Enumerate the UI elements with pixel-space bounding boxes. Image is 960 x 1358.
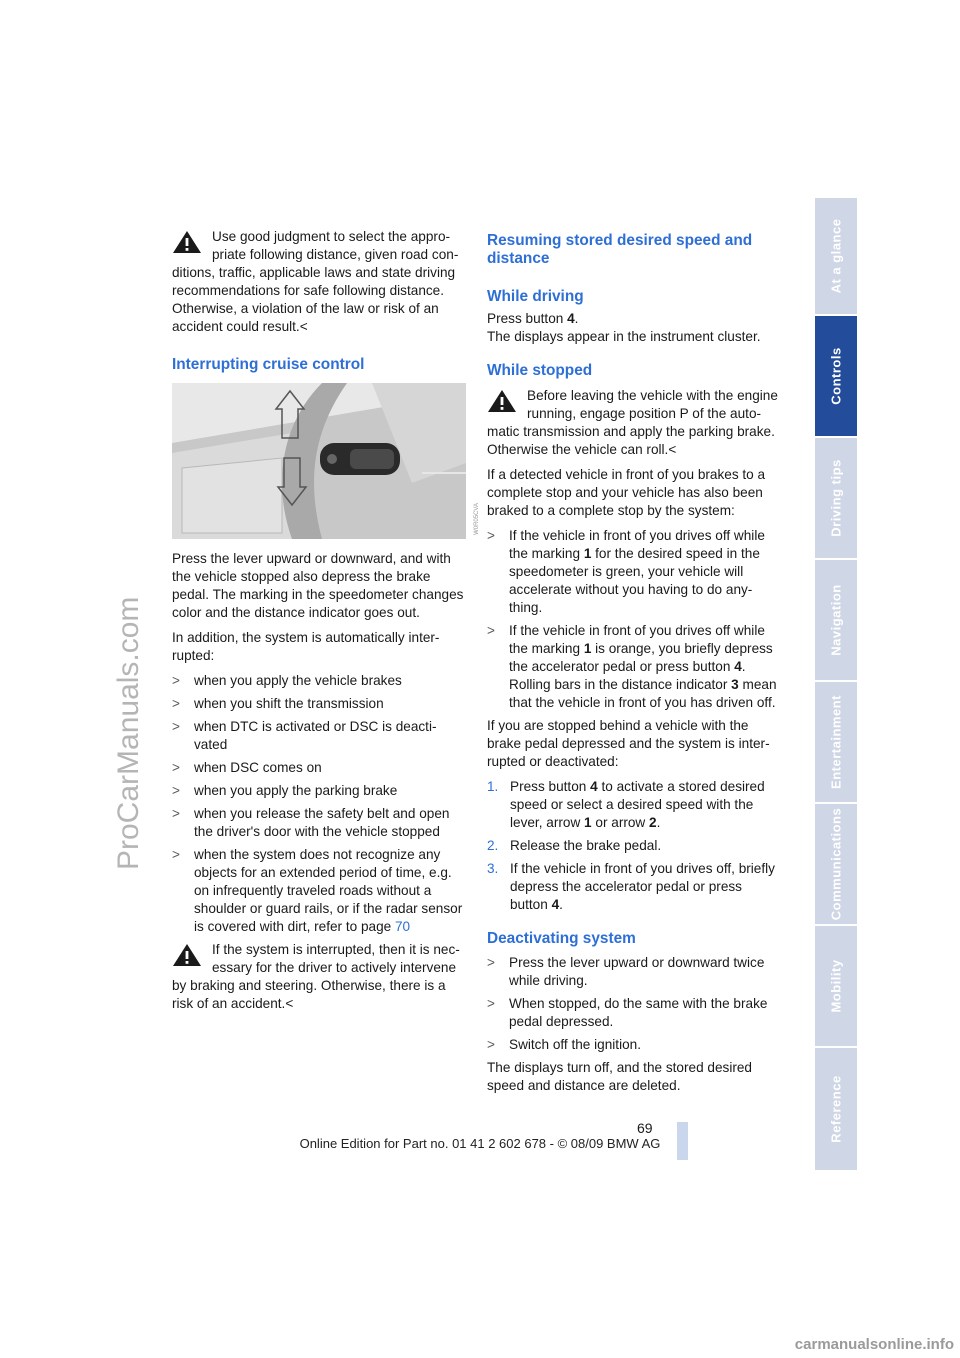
deactivate-list [487, 954, 781, 1054]
list-item: > If the vehicle in front of you drives off while the marking 1 for the desired speed in the speedometer is green, your vehicle will accelerate without you having to do any-thing. [487, 528, 765, 615]
steps-list [487, 778, 781, 914]
footer-text: Online Edition for Part no. 01 41 2 602 678 - © 08/09 BMW AG [299, 1136, 661, 1151]
tab-navigation[interactable]: Navigation [815, 560, 857, 682]
list-item: > when you apply the parking brake [172, 783, 398, 798]
warning-text-1: Use good judgment to select the appro-priate following distance, given road con-ditions, traffic, applicable laws and state driving recommendations for safe following distance. Otherwise, a violation of the law or risk of an accident could result.< [172, 229, 459, 334]
cruise-lever-illustration [172, 383, 466, 539]
heading-deactivating: Deactivating system [487, 930, 636, 947]
tab-controls[interactable]: Controls [815, 316, 857, 438]
list-item: > when you release the safety belt and open the driver's door with the vehicle stopped [172, 806, 450, 839]
list-item: > when you shift the transmission [172, 696, 384, 711]
warning-triangle-icon [487, 389, 517, 413]
left-column [172, 228, 480, 1020]
heading-while-stopped: While stopped [487, 362, 593, 379]
tab-mobility[interactable]: Mobility [815, 926, 857, 1048]
page-number: 69 [637, 1120, 653, 1136]
step-item: 1. Press button 4 to activate a stored desired speed or select a desired speed with the lever, arrow 1 or arrow 2. [487, 779, 765, 830]
warning-triangle-icon [172, 230, 202, 254]
cruise-lever-figure [172, 383, 480, 539]
step-item: 2. Release the brake pedal. [487, 838, 662, 853]
tab-driving-tips[interactable]: Driving tips [815, 438, 857, 560]
list-item: > Switch off the ignition. [487, 1037, 641, 1052]
para-in-addition: In addition, the system is automatically inter-rupted: [172, 630, 440, 663]
warning-block-1 [172, 228, 466, 336]
para-detected-vehicle: If a detected vehicle in front of you brakes to a complete stop and your vehicle has also been braked to a complete stop by the system: [487, 467, 766, 518]
tab-communications[interactable]: Communications [815, 804, 857, 926]
list-item: > when DTC is activated or DSC is deacti-vated [172, 719, 437, 752]
heading-resuming: Resuming stored desired speed and distance [487, 232, 753, 267]
list-item: > Press the lever upward or downward twice while driving. [487, 955, 765, 988]
para-stopped-behind: If you are stopped behind a vehicle with the brake pedal depressed and the system is inter-rupted or deactivated: [487, 718, 770, 769]
warning-triangle-icon [172, 943, 202, 967]
chapter-tabs [815, 198, 857, 1172]
figure-code: W0R05CVA [474, 503, 480, 535]
list-item: > when DSC comes on [172, 760, 322, 775]
bottom-watermark: carmanualsonline.info [794, 1336, 954, 1353]
para-displays: The displays appear in the instrument cluster. [487, 329, 761, 344]
tab-entertainment[interactable]: Entertainment [815, 682, 857, 804]
heading-while-driving: While driving [487, 288, 584, 305]
page-ref-link[interactable]: 70 [394, 919, 411, 934]
warning-text-2: If the system is interrupted, then it is nec-essary for the driver to actively intervene by braking and steering. Otherwise, there is a risk of an accident.< [172, 942, 460, 1011]
list-item: > If the vehicle in front of you drives off while the marking 1 is orange, you briefly depress the accelerator pedal or press button 4. Rolling bars in the distance indicator 3 mean that the vehicle in front of you has driven off. [487, 623, 777, 710]
warning-text-3: Before leaving the vehicle with the engine running, engage position P of the auto-matic transmission and apply the parking brake. Otherwise the vehicle can roll.< [487, 388, 778, 457]
step-item: 3. If the vehicle in front of you drives off, briefly depress the accelerator pedal or press button 4. [487, 861, 775, 912]
drive-off-list [487, 527, 781, 712]
tab-reference[interactable]: Reference [815, 1048, 857, 1172]
interrupt-conditions-list [172, 672, 466, 936]
side-watermark: ProCarManuals.com [112, 596, 145, 870]
list-item: > When stopped, do the same with the brake pedal depressed. [487, 996, 768, 1029]
right-column [487, 232, 781, 1102]
warning-block-3 [487, 387, 781, 459]
para-press-lever: Press the lever upward or downward, and with the vehicle stopped also depress the brake pedal. The marking in the speedometer changes color and the distance indicator goes out. [172, 551, 464, 620]
warning-block-2 [172, 941, 466, 1013]
tab-at-a-glance[interactable]: At a glance [815, 198, 857, 316]
heading-interrupting: Interrupting cruise control [172, 356, 365, 373]
para-final: The displays turn off, and the stored desired speed and distance are deleted. [487, 1060, 752, 1093]
list-item: > when you apply the vehicle brakes [172, 673, 402, 688]
list-item: > when the system does not recognize any objects for an extended period of time, e.g. on infrequently traveled roads without a shoulder or guard rails, or if the radar sensor is covered with dirt, refer to page 70 [172, 847, 463, 934]
para-press-button: Press button 4. [487, 311, 579, 326]
